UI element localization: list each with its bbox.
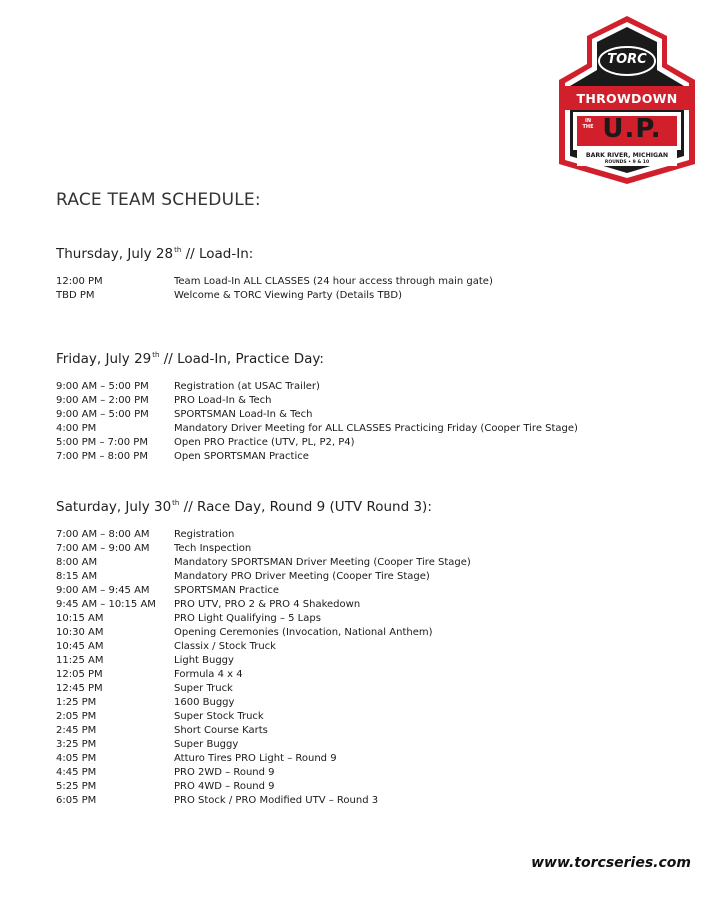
schedule-row: 7:00 AM – 8:00 AM Registration [56, 529, 235, 540]
footer-website-link[interactable]: www.torcseries.com [531, 855, 691, 871]
schedule-row: 12:00 PM Team Load-In ALL CLASSES (24 hour access through main gate) [56, 276, 493, 287]
schedule-row: 10:30 AM Opening Ceremonies (Invocation, National Anthem) [56, 627, 433, 638]
schedule-row: 8:00 AM Mandatory SPORTSMAN Driver Meeting (Cooper Tire Stage) [56, 557, 471, 568]
schedule-row: 9:00 AM – 5:00 PM Registration (at USAC Trailer) [56, 381, 320, 392]
schedule-row: 2:45 PM Short Course Karts [56, 725, 268, 736]
page-title: RACE TEAM SCHEDULE: [56, 190, 261, 210]
schedule-row: 9:00 AM – 2:00 PM PRO Load-In & Tech [56, 395, 272, 406]
logo-rounds: ROUNDS • 9 & 10 [604, 160, 650, 165]
day-section-saturday [56, 493, 696, 808]
schedule-row: 7:00 PM – 8:00 PM Open SPORTSMAN Practice [56, 451, 309, 462]
schedule-row: 2:05 PM Super Stock Truck [56, 711, 264, 722]
schedule-row: 4:00 PM Mandatory Driver Meeting for ALL CLASSES Practicing Friday (Cooper Tire Stage) [56, 423, 578, 434]
logo-line1: THROWDOWN [576, 91, 678, 106]
schedule-row: 5:00 PM – 7:00 PM Open PRO Practice (UTV, PL, P2, P4) [56, 437, 355, 448]
schedule-row: 1:25 PM 1600 Buggy [56, 697, 235, 708]
schedule-row: 9:00 AM – 5:00 PM SPORTSMAN Load-In & Tech [56, 409, 313, 420]
schedule-row: 10:45 AM Classix / Stock Truck [56, 641, 276, 652]
schedule-list [56, 275, 696, 303]
schedule-row: 3:25 PM Super Buggy [56, 739, 239, 750]
torc-throwdown-logo [555, 14, 699, 186]
day-heading: Friday, July 29th // Load-In, Practice Day: [56, 351, 324, 367]
logo-location: BARK RIVER, MICHIGAN [585, 152, 669, 159]
logo-in-the: IN THE [582, 118, 594, 130]
day-section-thursday [56, 240, 696, 303]
schedule-list [56, 380, 696, 464]
day-heading: Thursday, July 28th // Load-In: [56, 246, 254, 262]
schedule-row: 9:45 AM – 10:15 AM PRO UTV, PRO 2 & PRO 4 Shakedown [56, 599, 361, 610]
schedule-row: 11:25 AM Light Buggy [56, 655, 234, 666]
schedule-row: 4:05 PM Atturo Tires PRO Light – Round 9 [56, 753, 337, 764]
schedule-row: 9:00 AM – 9:45 AM SPORTSMAN Practice [56, 585, 279, 596]
logo-up: U.P. [602, 114, 662, 144]
schedule-list [56, 528, 696, 808]
schedule-row: 5:25 PM PRO 4WD – Round 9 [56, 781, 275, 792]
schedule-row: 10:15 AM PRO Light Qualifying – 5 Laps [56, 613, 321, 624]
schedule-row: 6:05 PM PRO Stock / PRO Modified UTV – Round 3 [56, 795, 379, 806]
schedule-row: 12:05 PM Formula 4 x 4 [56, 669, 243, 680]
schedule-row: 12:45 PM Super Truck [56, 683, 233, 694]
day-heading: Saturday, July 30th // Race Day, Round 9 (UTV Round 3): [56, 499, 432, 515]
day-section-friday [56, 345, 696, 464]
logo-brand: TORC [607, 52, 647, 67]
schedule-row: 7:00 AM – 9:00 AM Tech Inspection [56, 543, 252, 554]
schedule-row: TBD PM Welcome & TORC Viewing Party (Details TBD) [56, 290, 403, 301]
schedule-row: 8:15 AM Mandatory PRO Driver Meeting (Cooper Tire Stage) [56, 571, 430, 582]
schedule-row: 4:45 PM PRO 2WD – Round 9 [56, 767, 275, 778]
